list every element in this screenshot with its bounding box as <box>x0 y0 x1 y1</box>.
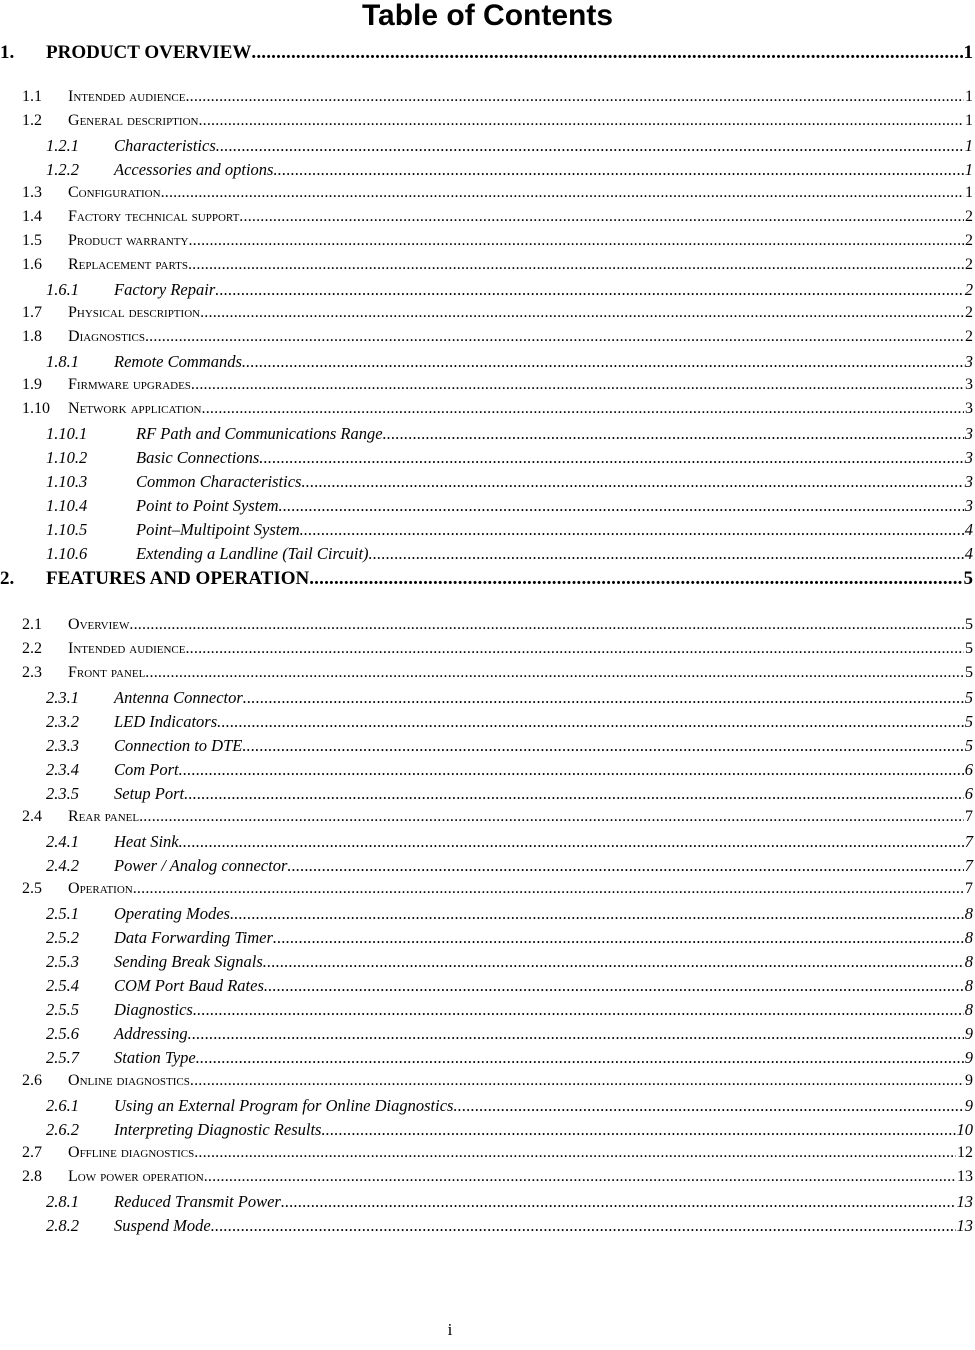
toc-entry[interactable] <box>46 544 973 564</box>
toc-dot-leader <box>242 736 963 756</box>
toc-entry-title: Interpreting Diagnostic Results <box>114 1120 322 1139</box>
toc-entry-number: 2.3 <box>22 664 42 681</box>
toc-entry-number: 2.3.4 <box>46 760 79 779</box>
toc-entry[interactable] <box>46 736 973 756</box>
toc-entry[interactable] <box>46 832 973 852</box>
toc-entry-number: 1.4 <box>22 208 42 225</box>
toc-dot-leader <box>215 280 963 300</box>
toc-entry-title: Power / Analog connector <box>114 856 288 875</box>
toc-entry[interactable] <box>0 568 973 590</box>
toc-entry-title: operation <box>68 880 133 897</box>
toc-entry-title: LED Indicators <box>114 712 218 731</box>
toc-entry-number: 2.7 <box>22 1144 42 1161</box>
toc-dot-leader <box>287 856 963 876</box>
toc-entry-page: 3 <box>964 472 973 491</box>
toc-entry[interactable] <box>22 304 973 322</box>
toc-entry-number: 1.8 <box>22 328 42 345</box>
page-title: Table of Contents <box>361 0 614 32</box>
toc-entry[interactable] <box>46 472 973 492</box>
toc-entry-number: 2.1 <box>22 616 42 633</box>
toc-entry-page: 2 <box>965 328 973 345</box>
toc-entry-page: 8 <box>964 928 973 947</box>
toc-entry-title: Com Port <box>114 760 179 779</box>
toc-entry-title: intended audience <box>68 88 186 105</box>
toc-entry-number: 1.1 <box>22 88 42 105</box>
toc-entry[interactable] <box>46 856 973 876</box>
toc-entry-page: 1 <box>965 184 973 201</box>
toc-entry[interactable] <box>22 616 973 634</box>
toc-entry-title: Point to Point System <box>136 496 279 515</box>
toc-entry-number: 2.3.3 <box>46 736 79 755</box>
toc-entry-number: 2.4.2 <box>46 856 79 875</box>
toc-entry[interactable] <box>22 256 973 274</box>
toc-dot-leader <box>263 952 964 972</box>
toc-entry-number: 1.2.1 <box>46 136 79 155</box>
toc-dot-leader <box>281 1192 956 1212</box>
toc-entry-title: Basic Connections <box>136 448 260 467</box>
toc-entry-number: 2.6.2 <box>46 1120 79 1139</box>
toc-dot-leader <box>179 760 964 780</box>
toc-entry-number: 1.2 <box>22 112 42 129</box>
toc-entry-page: 5 <box>965 640 973 657</box>
toc-dot-leader <box>273 160 963 180</box>
toc-dot-leader <box>190 1072 964 1090</box>
toc-entry-number: 1.10.3 <box>46 472 88 491</box>
toc-entry[interactable] <box>46 520 973 540</box>
toc-entry-title: Reduced Transmit Power <box>114 1192 281 1211</box>
toc-entry-number: 2.6.1 <box>46 1096 79 1115</box>
toc-entry-page: 9 <box>965 1072 973 1089</box>
toc-entry-page: 2 <box>965 304 973 321</box>
toc-entry[interactable] <box>22 1144 973 1162</box>
toc-entry-number: 1.3 <box>22 184 42 201</box>
toc-entry-number: 1.10 <box>22 400 50 417</box>
toc-entry-title: Data Forwarding Timer <box>114 928 273 947</box>
toc-entry-title: product warranty <box>68 232 189 249</box>
toc-entry-page: 5 <box>963 568 973 589</box>
toc-entry-title: online diagnostics <box>68 1072 190 1089</box>
toc-entry-title: PRODUCT OVERVIEW <box>46 42 252 63</box>
toc-dot-leader <box>273 928 964 948</box>
toc-entry[interactable] <box>22 880 973 898</box>
toc-entry[interactable] <box>46 1216 973 1236</box>
toc-dot-leader <box>383 424 964 444</box>
toc-entry-page: 8 <box>964 1000 973 1019</box>
toc-dot-leader <box>242 352 964 372</box>
toc-dot-leader <box>145 328 964 346</box>
toc-entry[interactable] <box>46 448 973 468</box>
toc-dot-leader <box>184 784 964 804</box>
toc-entry-title: Setup Port <box>114 784 185 803</box>
toc-entry-page: 7 <box>964 856 973 875</box>
toc-entry-page: 9 <box>964 1024 973 1043</box>
toc-entry-number: 2.3.2 <box>46 712 79 731</box>
toc-entry-number: 2.8 <box>22 1168 42 1185</box>
toc-entry-page: 3 <box>965 400 973 417</box>
toc-entry[interactable] <box>22 328 973 346</box>
toc-entry-page: 7 <box>964 832 973 851</box>
toc-dot-leader <box>191 376 964 394</box>
toc-entry-page: 3 <box>964 496 973 515</box>
toc-dot-leader <box>239 208 964 226</box>
toc-entry-page: 8 <box>964 976 973 995</box>
toc-entry[interactable] <box>46 976 973 996</box>
toc-entry[interactable] <box>22 376 973 394</box>
toc-entry-title: rear panel <box>68 808 140 825</box>
toc-entry[interactable] <box>46 1096 973 1116</box>
toc-entry-title: replacement parts <box>68 256 188 273</box>
toc-entry-title: firmware upgrades <box>68 376 191 393</box>
toc-entry-number: 1.10.2 <box>46 448 88 467</box>
toc-dot-leader <box>161 184 964 202</box>
toc-entry-page: 2 <box>965 256 973 273</box>
toc-entry-page: 3 <box>964 424 973 443</box>
toc-entry-number: 1.10.6 <box>46 544 88 563</box>
toc-entry-number: 2.3.1 <box>46 688 79 707</box>
toc-entry-title: RF Path and Communications Range <box>136 424 383 443</box>
toc-entry-title: Point–Multipoint System <box>136 520 300 539</box>
toc-entry-page: 2 <box>965 232 973 249</box>
toc-entry[interactable] <box>46 1120 973 1140</box>
toc-dot-leader <box>188 232 964 250</box>
toc-entry[interactable] <box>22 184 973 202</box>
toc-dot-leader <box>204 1168 956 1186</box>
toc-entry-page: 3 <box>965 376 973 393</box>
toc-entry[interactable] <box>46 496 973 516</box>
toc-dot-leader <box>185 88 964 106</box>
toc-entry-number: 1.10.4 <box>46 496 88 515</box>
toc-entry-title: general description <box>68 112 199 129</box>
toc-dot-leader <box>179 832 964 852</box>
toc-entry[interactable] <box>22 640 973 658</box>
toc-entry-title: Characteristics <box>114 136 216 155</box>
toc-entry-page: 13 <box>956 1216 973 1235</box>
toc-entry-number: 1.7 <box>22 304 42 321</box>
toc-dot-leader <box>145 664 964 682</box>
toc-entry-page: 13 <box>956 1192 973 1211</box>
toc-entry-title: factory technical support <box>68 208 240 225</box>
toc-entry-number: 1.9 <box>22 376 42 393</box>
toc-entry-page: 8 <box>964 904 973 923</box>
toc-dot-leader <box>300 520 964 540</box>
toc-dot-leader <box>200 304 964 322</box>
toc-dot-leader <box>279 496 964 516</box>
toc-dot-leader <box>193 1000 964 1020</box>
toc-dot-leader <box>129 616 964 634</box>
toc-entry-page: 4 <box>964 544 973 563</box>
toc-entry-title: Sending Break Signals <box>114 952 263 971</box>
toc-dot-leader <box>211 1216 956 1236</box>
toc-entry-page: 8 <box>964 952 973 971</box>
toc-entry-title: Remote Commands <box>114 352 242 371</box>
toc-entry-page: 2 <box>964 280 973 299</box>
toc-entry-title: COM Port Baud Rates <box>114 976 264 995</box>
toc-entry-number: 2.4 <box>22 808 42 825</box>
toc-entry-title: Addressing <box>114 1024 188 1043</box>
toc-entry-page: 1 <box>963 42 973 63</box>
toc-entry-title: Using an External Program for Online Diagnostics <box>114 1096 454 1115</box>
toc-entry-title: Station Type <box>114 1048 196 1067</box>
toc-entry-number: 2.2 <box>22 640 42 657</box>
toc-entry-title: Diagnostics <box>114 1000 193 1019</box>
toc-entry-number: 2.5.3 <box>46 952 79 971</box>
toc-entry-number: 2.6 <box>22 1072 42 1089</box>
toc-entry-number: 1.2.2 <box>46 160 79 179</box>
toc-entry-page: 3 <box>964 352 973 371</box>
toc-entry-number: 1.10.1 <box>46 424 88 443</box>
toc-dot-leader <box>243 688 964 708</box>
toc-entry[interactable] <box>22 808 973 826</box>
toc-entry[interactable] <box>22 112 973 130</box>
toc-dot-leader <box>230 904 964 924</box>
toc-entry-title: Extending a Landline (Tail Circuit) <box>136 544 369 563</box>
toc-entry-number: 2.5 <box>22 880 42 897</box>
toc-entry[interactable] <box>0 42 973 64</box>
toc-entry[interactable] <box>46 928 973 948</box>
toc-dot-leader <box>194 1144 956 1162</box>
toc-entry-page: 4 <box>964 520 973 539</box>
page-number: i <box>447 1320 453 1339</box>
toc-entry[interactable] <box>46 688 973 708</box>
toc-entry-page: 5 <box>964 688 973 707</box>
toc-dot-leader <box>139 808 964 826</box>
toc-entry-number: 2.5.4 <box>46 976 79 995</box>
toc-dot-leader <box>259 448 963 468</box>
toc-entry-title: diagnostics <box>68 328 145 345</box>
toc-entry[interactable] <box>46 784 973 804</box>
toc-entry[interactable] <box>22 1168 973 1186</box>
toc-entry-number: 2. <box>0 568 15 589</box>
toc-entry-number: 1.6 <box>22 256 42 273</box>
toc-dot-leader <box>188 256 964 274</box>
toc-entry-title: physical description <box>68 304 201 321</box>
toc-entry-page: 9 <box>964 1096 973 1115</box>
toc-entry-title: Accessories and options <box>114 160 274 179</box>
toc-entry-number: 1.5 <box>22 232 42 249</box>
toc-entry-number: 2.5.6 <box>46 1024 79 1043</box>
toc-entry[interactable] <box>46 904 973 924</box>
toc-entry[interactable] <box>46 160 973 180</box>
toc-dot-leader <box>321 1120 955 1140</box>
toc-entry-title: intended audience <box>68 640 186 657</box>
toc-entry[interactable] <box>46 1192 973 1212</box>
toc-entry-page: 1 <box>965 88 973 105</box>
toc-entry-number: 2.8.2 <box>46 1216 79 1235</box>
toc-dot-leader <box>309 568 962 590</box>
toc-entry-title: FEATURES AND OPERATION <box>46 568 310 589</box>
toc-dot-leader <box>369 544 964 564</box>
toc-dot-leader <box>453 1096 963 1116</box>
toc-entry-title: Factory Repair <box>114 280 216 299</box>
toc-dot-leader <box>185 640 964 658</box>
toc-dot-leader <box>198 112 964 130</box>
toc-entry-page: 3 <box>964 448 973 467</box>
toc-entry-title: low power operation <box>68 1168 204 1185</box>
toc-entry-number: 1.8.1 <box>46 352 79 371</box>
toc-dot-leader <box>264 976 964 996</box>
toc-dot-leader <box>216 136 964 156</box>
toc-entry[interactable] <box>46 1000 973 1020</box>
toc-entry[interactable] <box>46 712 973 732</box>
toc-entry-number: 2.5.2 <box>46 928 79 947</box>
toc-entry-number: 1.6.1 <box>46 280 79 299</box>
toc-entry-number: 1.10.5 <box>46 520 88 539</box>
toc-entry[interactable] <box>22 232 973 250</box>
toc-entry-page: 2 <box>965 208 973 225</box>
toc-entry-page: 1 <box>964 160 973 179</box>
toc-entry-page: 5 <box>964 736 973 755</box>
toc-entry[interactable] <box>22 1072 973 1090</box>
toc-entry-title: front panel <box>68 664 146 681</box>
toc-dot-leader <box>188 1024 964 1044</box>
toc-entry-number: 2.8.1 <box>46 1192 79 1211</box>
toc-entry[interactable] <box>22 208 973 226</box>
toc-entry-number: 2.5.5 <box>46 1000 79 1019</box>
toc-entry-number: 2.5.1 <box>46 904 79 923</box>
toc-dot-leader <box>202 400 964 418</box>
toc-dot-leader <box>301 472 963 492</box>
toc-entry-title: configuration <box>68 184 161 201</box>
toc-entry-page: 1 <box>964 136 973 155</box>
toc-entry[interactable] <box>46 760 973 780</box>
toc-entry[interactable] <box>46 280 973 300</box>
toc-dot-leader <box>196 1048 964 1068</box>
toc-entry-title: Common Characteristics <box>136 472 302 491</box>
toc-entry[interactable] <box>22 88 973 106</box>
toc-entry[interactable] <box>22 664 973 682</box>
toc-entry-title: Heat Sink <box>114 832 179 851</box>
toc-entry-number: 2.5.7 <box>46 1048 79 1067</box>
toc-entry-page: 5 <box>964 712 973 731</box>
toc-entry[interactable] <box>46 352 973 372</box>
toc-entry[interactable] <box>46 1048 973 1068</box>
toc-entry[interactable] <box>46 136 973 156</box>
toc-entry[interactable] <box>46 424 973 444</box>
toc-entry-number: 2.4.1 <box>46 832 79 851</box>
toc-dot-leader <box>133 880 964 898</box>
toc-entry-page: 9 <box>964 1048 973 1067</box>
toc-entry-page: 5 <box>965 664 973 681</box>
toc-entry-number: 1. <box>0 42 15 63</box>
toc-dot-leader <box>217 712 964 732</box>
toc-entry[interactable] <box>46 1024 973 1044</box>
toc-entry[interactable] <box>46 952 973 972</box>
toc-entry-page: 5 <box>965 616 973 633</box>
toc-entry[interactable] <box>22 400 973 418</box>
toc-entry-page: 6 <box>964 760 973 779</box>
toc-entry-title: offline diagnostics <box>68 1144 195 1161</box>
toc-entry-page: 7 <box>965 880 973 897</box>
toc-entry-title: Suspend Mode <box>114 1216 211 1235</box>
toc-dot-leader <box>251 42 962 64</box>
toc-entry-page: 6 <box>964 784 973 803</box>
toc-entry-number: 2.3.5 <box>46 784 79 803</box>
toc-entry-page: 10 <box>956 1120 973 1139</box>
toc-entry-title: Connection to DTE <box>114 736 243 755</box>
toc-entry-title: Operating Modes <box>114 904 230 923</box>
toc-entry-page: 1 <box>965 112 973 129</box>
toc-entry-title: overview <box>68 616 130 633</box>
toc-entry-page: 13 <box>957 1168 973 1185</box>
toc-entry-title: Antenna Connector <box>114 688 243 707</box>
toc-entry-page: 12 <box>957 1144 973 1161</box>
toc-entry-page: 7 <box>965 808 973 825</box>
toc-entry-title: network application <box>68 400 202 417</box>
